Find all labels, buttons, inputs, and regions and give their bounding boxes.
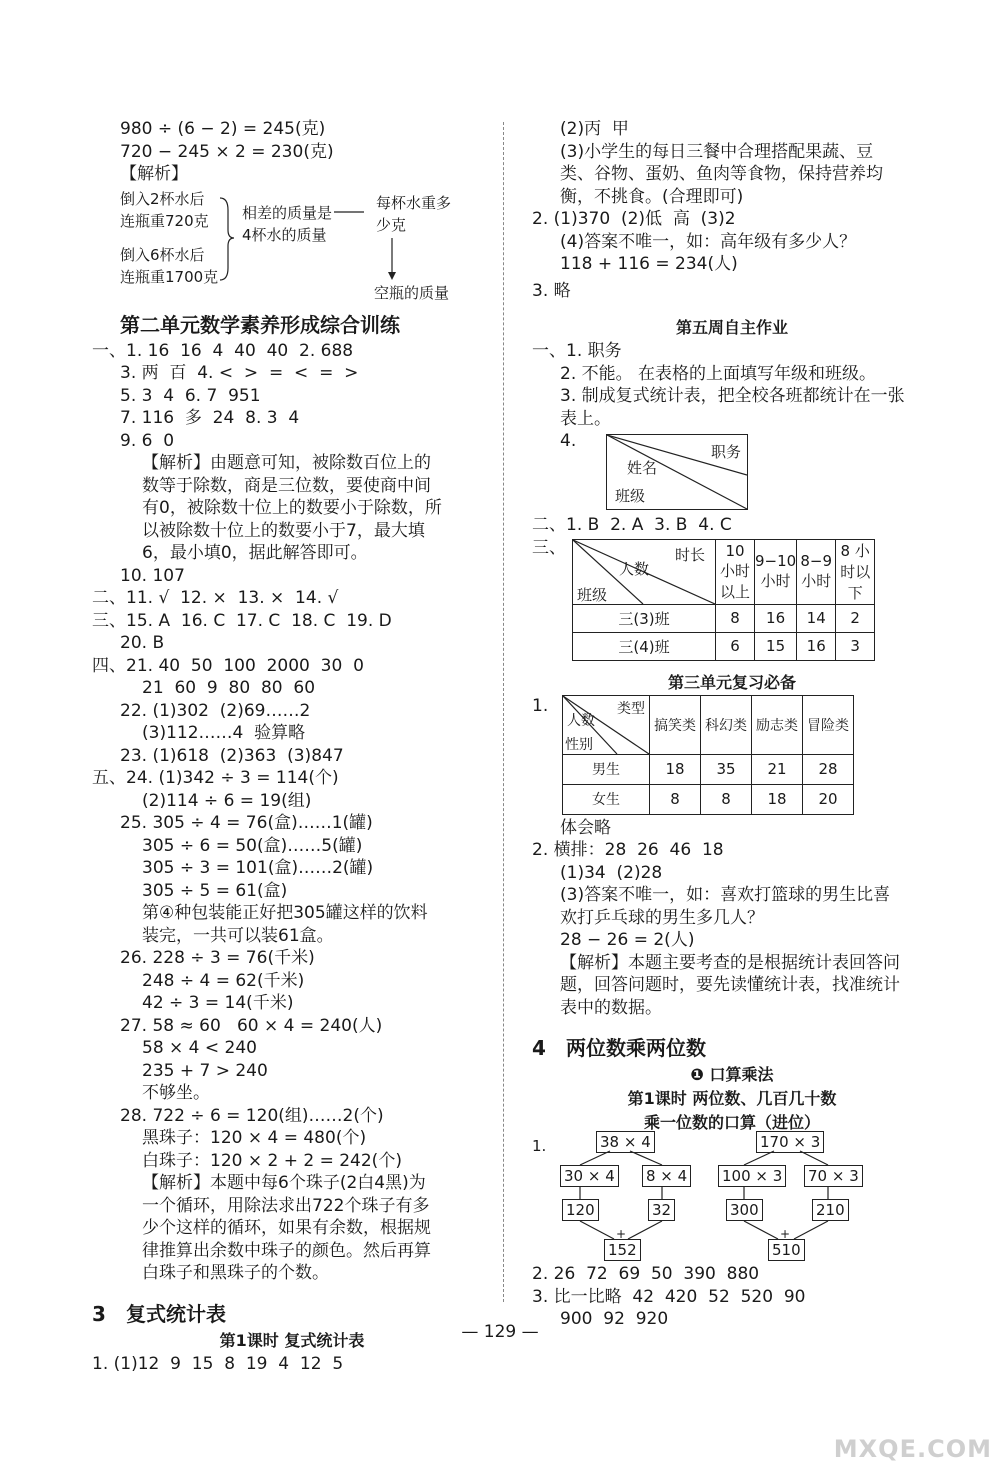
sec4-title: 两位数乘两位数 [566,1036,706,1060]
text-line: 不够坐。 [142,1083,210,1103]
t4-header: 励志类 [752,695,803,754]
text-line: 1. (1)12 9 15 8 19 4 12 5 [92,1353,344,1374]
t4-cell: 18 [752,784,803,814]
text-line: (4)答案不唯一，如：高年级有多少人？ [560,231,857,252]
text-line: 21 60 9 80 80 60 [142,678,316,698]
q4-label-job: 职务 [710,443,741,461]
q4-number: 4. [560,431,577,451]
sec3-number: 3 [92,1301,106,1326]
t4-corner-people: 人数 [567,712,595,729]
q9-analysis: 【解析】由题意可知，被除数百位上的数等于除数，商是三位数，要使商中间有0，被除数十位上的数要小于除数，所以被除数十位上的数要小于7，最大填6，最小填0，据此解答即可。 [142,453,442,563]
text-line: 305 ÷ 6 = 50(盒)……5(罐) [142,835,363,856]
text-line: 900 92 920 [560,1309,669,1329]
text-line: 2. 横排：28 26 46 18 [532,840,724,860]
text-line: 26. 228 ÷ 3 = 76(千米) [120,948,315,968]
t3-corner-class: 班级 [577,585,608,604]
right-column [532,118,932,1331]
flow-box-b: 倒入6杯水后 连瓶重1700克 [120,245,219,286]
flow-box-c: 相差的质量是 4杯水的质量 [242,203,333,244]
sec3-title: 复式统计表 [126,1301,226,1326]
text-line: 五、24. (1)342 ÷ 3 = 114(个) [92,768,339,788]
q25-note: 第④种包装能正好把305罐这样的饮料装完，一共可以装61盒。 [142,903,428,946]
text-line: 7. 116 多 24 8. 3 4 [120,408,300,428]
text-line: 28 − 26 = 2(人) [560,930,695,950]
text-line: 23. (1)618 (2)363 (3)847 [120,745,344,766]
text-line: 25. 305 ÷ 4 = 76(盒)……1(罐) [120,813,373,833]
t3-corner-time: 时长 [674,545,705,564]
t4-corner [563,695,650,754]
flow-box-a: 倒入2杯水后 连瓶重720克 [120,189,209,230]
t3-header: 10 小时以上 [716,539,755,604]
t3-cell: 8 [716,604,755,632]
t3-row-label: 三(4)班 [573,632,716,660]
text-line: (2)114 ÷ 6 = 19(组) [142,790,312,811]
text-line: 三、15. A 16. C 17. C 18. C 19. D [92,610,392,631]
t4-cell: 18 [650,754,701,784]
text-line: 235 + 7 > 240 [142,1060,268,1081]
week5-q2: 2. 不能。 在表格的上面填写年级和班级。 [560,363,877,384]
t3-cell: 15 [755,632,797,660]
analysis-flow-diagram [92,186,492,304]
tree2-top: 170 × 3 [756,1131,824,1153]
text-line: 27. 58 ≈ 60 60 × 4 = 240(人) [120,1015,383,1036]
unit3-q3: (3)答案不唯一，如：喜欢打篮球的男生比喜欢打乒乓球的男生多几人？ [560,885,891,928]
tree1-sum: 152 [604,1239,641,1261]
sec4-lesson: 乘一位数的口算（进位） [643,1113,820,1132]
q4-label-name: 姓名 [627,459,658,477]
text-line: 118 + 116 = 234(人) [560,254,738,274]
text-line: (3)112……4 验算略 [142,723,306,743]
q4-label-class: 班级 [615,487,646,505]
unit2-title: 第二单元数学素养形成综合训练 [120,312,400,337]
q1-number: 1. [532,1137,547,1155]
text-line: (2)丙 甲 [560,119,629,139]
tree1-left-value: 120 [562,1199,599,1221]
text-line: 28. 722 ÷ 6 = 120(组)……2(个) [120,1105,384,1126]
text-line: (1)34 (2)28 [560,862,663,883]
left-column [92,118,492,1375]
t4-block [532,695,932,817]
text-line: 一、1. 职务 [532,341,622,361]
t3-table [572,539,875,661]
sec4-number: 4 [532,1036,546,1060]
t3-corner [573,539,716,604]
tree1-top: 38 × 4 [596,1131,655,1153]
t3-header: 8−9 小时 [797,539,836,604]
text-line: 二、1. B 2. A 3. B 4. C [532,515,732,535]
tree2-left-value: 300 [726,1199,763,1221]
t4-row-label: 男生 [563,754,650,784]
t4-row-label: 女生 [563,784,650,814]
text-line: 22. (1)302 (2)69……2 [120,700,311,721]
text-line: 9. 6 0 [120,430,175,451]
q4-header-table [606,434,748,510]
tree2-left: 100 × 3 [718,1165,786,1187]
q3-paragraph: (3)小学生的每日三餐中合理搭配果蔬、豆类、谷物、蛋奶、鱼肉等食物，保持营养均衡，不挑食。(合理即可) [560,141,883,207]
week5-title: 第五周自主作业 [675,318,788,337]
text-line: 720 − 245 × 2 = 230(克) [120,141,334,162]
week5-q3: 3. 制成复式统计表，把全校各班都统计在一张表上。 [560,386,905,429]
sec4-lesson: 第1课时 两位数、几百几十数 [627,1089,837,1108]
t3-number: 三、 [532,537,566,558]
tree2-right: 70 × 3 [804,1165,863,1187]
t3-row-label: 三(3)班 [573,604,716,632]
t3-cell: 3 [836,632,875,660]
text-line: 3. 两 百 4. < > = < = > [120,363,359,383]
text-line: 5. 3 4 6. 7 951 [120,385,261,406]
q28-analysis: 【解析】本题中每6个珠子(2白4黑)为一个循环，用除法求出722个珠子有多少个这样的循环，如果有余数，根据规律推算出余数中珠子的颜色。然后再算白珠子和黑珠子的个数。 [142,1173,431,1283]
t3-cell: 6 [716,632,755,660]
t3-cell: 2 [836,604,875,632]
t3-header: 9−10 小时 [755,539,797,604]
text-line: 一、1. 16 16 4 40 40 2. 688 [92,340,354,361]
tree1-right: 8 × 4 [642,1165,691,1187]
t4-cell: 28 [803,754,854,784]
t4-cell: 8 [701,784,752,814]
sec4-badge-text: 口算乘法 [709,1065,774,1084]
text-line: 【解析】 [120,164,188,184]
text-line: 58 × 4 < 240 [142,1038,257,1058]
t4-cell: 21 [752,754,803,784]
text-line: 980 ÷ (6 − 2) = 245(克) [120,119,326,139]
text-line: 3. 比一比略 42 420 52 520 90 [532,1286,806,1307]
tree1-right-value: 32 [648,1199,675,1221]
watermark: MXQE.COM [833,1435,992,1463]
tree2-plus: + [780,1227,791,1241]
sec4-heading [532,1033,932,1063]
t4-cell: 35 [701,754,752,784]
text-line: 42 ÷ 3 = 14(千米) [142,993,294,1013]
tree1-left: 30 × 4 [560,1165,619,1187]
text-line: 四、21. 40 50 100 2000 30 0 [92,655,364,676]
t4-cell: 20 [803,784,854,814]
column-divider [503,122,504,1302]
t4-corner-gender: 性别 [565,736,593,753]
t4-header: 冒险类 [803,695,854,754]
number-badge-icon: ❶ [690,1065,704,1084]
t4-header: 搞笑类 [650,695,701,754]
flow-box-e: 空瓶的质量 [374,283,450,302]
flow-box-d: 每杯水重多 少克 [376,193,452,234]
sec3-subtitle: 第1课时 复式统计表 [219,1330,365,1350]
text-line: 二、11. √ 12. × 13. × 14. √ [92,588,339,608]
t3-header: 8 小时以下 [836,539,875,604]
text-line: 3. 略 [532,280,571,301]
t4-number: 1. [532,695,549,716]
tree2-sum: 510 [768,1239,805,1261]
q4-block [532,430,932,514]
t4-cell: 8 [650,784,701,814]
text-line: 2. 26 72 69 50 390 880 [532,1264,760,1284]
unit3-title: 第三单元复习必备 [667,672,796,692]
t3-cell: 14 [797,604,836,632]
text-line: 体会略 [560,817,611,838]
text-line: 248 ÷ 4 = 62(千米) [142,970,305,991]
text-line: 2. (1)370 (2)低 高 (3)2 [532,209,736,229]
sec4-badge-line [532,1063,932,1087]
t4-header: 科幻类 [701,695,752,754]
text-line: 黑珠子：120 × 4 = 480(个) [142,1128,367,1148]
text-line: 305 ÷ 3 = 101(盒)……2(罐) [142,858,374,878]
t3-cell: 16 [797,632,836,660]
calc-trees [532,1135,932,1263]
tree1-plus: + [616,1227,627,1241]
unit3-analysis: 【解析】本题主要考查的是根据统计表回答问题，回答问题时，要先读懂统计表，找准统计表中的数据。 [560,952,900,1018]
t4-table [562,695,854,815]
t4-corner-type: 类型 [617,700,645,717]
text-line: 20. B [120,633,165,653]
page-number: — 129 — [461,1322,539,1342]
tree2-right-value: 210 [812,1199,849,1221]
text-line: 10. 107 [120,565,185,586]
t3-block [532,537,932,669]
text-line: 白珠子：120 × 2 + 2 = 242(个) [142,1150,402,1171]
t3-corner-people: 人数 [619,559,650,578]
t3-cell: 16 [755,604,797,632]
text-line: 305 ÷ 5 = 61(盒) [142,880,288,901]
